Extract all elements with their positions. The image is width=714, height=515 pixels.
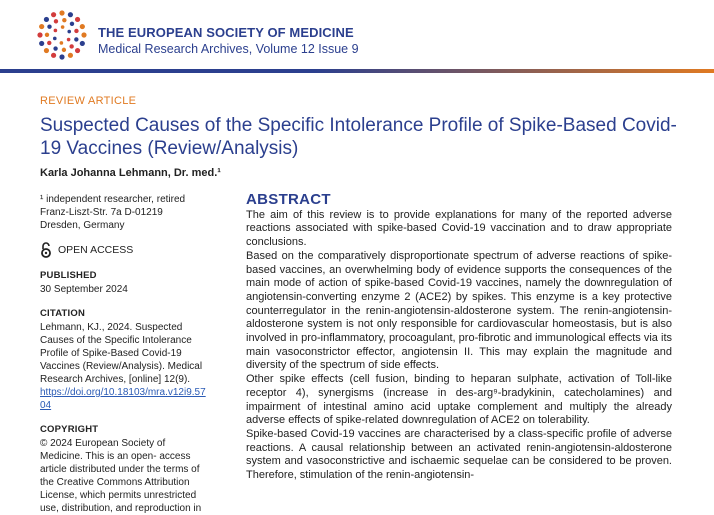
logo-dot [80,24,85,29]
article-author: Karla Johanna Lehmann, Dr. med.¹ [40,167,221,179]
logo-dot [44,48,49,53]
abstract-section [246,193,672,483]
logo-dot [51,53,56,58]
article-sidebar [40,193,210,515]
logo-dot [54,19,58,23]
logo-dot [53,37,57,41]
abstract-heading: ABSTRACT [246,191,331,208]
copyright-text: © 2024 European Society of Medicine. This is an open- access article distributed under the terms of the Creative Commons Attribution License, which permits unrestricted use, distribution, and reproduction in [40,438,202,514]
logo-dot [59,10,64,15]
logo-dot [75,48,80,53]
logo-dot [80,41,85,46]
logo-dot [75,17,80,22]
citation-heading: CITATION [40,308,86,319]
logo-dot [68,12,73,17]
article-type: REVIEW ARTICLE [40,95,137,107]
logo-dot [37,32,42,37]
logo-dot [62,18,66,22]
affiliation-line: ¹ independent researcher, retired [40,194,186,205]
open-lock-icon [40,242,52,258]
logo-dot [74,37,78,41]
logo-dot [69,44,73,48]
logo-dot [67,30,71,34]
logo-dot [70,22,74,26]
affiliation-line: Dresden, Germany [40,220,125,231]
logo-dot [53,46,57,50]
header-divider [0,69,714,73]
logo-dot [47,25,51,29]
logo-dot [81,32,86,37]
logo-dot [59,54,64,59]
logo-dot [39,24,44,29]
affiliation-line: Franz-Liszt-Str. 7a D-01219 [40,207,163,218]
logo-dot [61,25,65,29]
logo-dot [60,41,64,45]
open-access-label: OPEN ACCESS [58,243,134,256]
logo-dot [74,29,78,33]
abstract-paragraph: Other spike effects (cell fusion, binding to heparan sulphate, activation of Toll-like receptor 4), synergisms (increase in des-arg⁹-bradykinin, catecholamines) and impairment of intestinal amino acid uptake complement and multiply the already adverse effects of spike-related downregulation of ACE2 on tolerability. [246,373,672,427]
dot-circle-logo-icon [36,9,88,61]
logo-dot [51,12,56,17]
logo-dot [39,41,44,46]
citation-text: Lehmann, KJ., 2024. Suspected Causes of the Specific Intolerance Profile of Spike-Based Covid-19 Vaccines (Review/Analysis). Medical Research Archives, [online] 12(9). [40,322,203,385]
logo-dot [62,48,66,52]
published-heading: PUBLISHED [40,270,97,281]
published-date: 30 September 2024 [40,284,128,295]
abstract-paragraph: Based on the comparatively disproportionate spectrum of adverse reactions of spike-based vaccines, an overwhelming body of evidence supports the consequences of the main mode of action of spike-based Covid-19 vaccines, namely the downregulation of angiotensin-converting enzyme 2 (ACE2) by spikes. This enzyme is a key protective counterregulator in the renin-angiotensin-aldosterone system. The renin-angiotensin-aldosterone system is not only responsible for cardiovascular homeostasis, but is also involved in pro-inflammatory, procoagulant, pro-fibrotic and immunological effects via its main vasoconstrictor effector, angiotensin II. This may explain the magnitude and diversity of the spectrum of side effects. [246,249,672,372]
journal-info: Medical Research Archives, Volume 12 Issue 9 [98,42,359,56]
logo-dot [67,38,71,42]
logo-dot [54,29,58,33]
copyright-heading: COPYRIGHT [40,424,99,435]
logo-dot [44,17,49,22]
abstract-paragraph: Spike-based Covid-19 vaccines are characterised by a class-specific profile of adverse reactions. A causal relationship between an activated renin-angiotensin-aldosterone system and vasoconstrictive and ischaemic sequelae can be considered to be proven. Therefore, stimulation of the renin-angiotensin- [246,427,672,482]
citation-doi-link[interactable]: https://doi.org/10.18103/mra.v12i9.5704 [40,387,206,411]
society-name: THE EUROPEAN SOCIETY OF MEDICINE [98,25,354,40]
article-title: Suspected Causes of the Specific Intolerance Profile of Spike-Based Covid-19 Vaccines (Review/Analysis) [40,115,677,159]
logo-dot [47,41,51,45]
logo-dot [68,53,73,58]
logo-dot [45,33,49,37]
open-access-badge [40,242,210,258]
journal-header [0,0,714,70]
abstract-paragraph: The aim of this review is to provide explanations for many of the reported adverse reactions associated with spike-based Covid-19 vaccination and to draw appropriate conclusions. [246,208,672,249]
affiliation [40,193,210,232]
